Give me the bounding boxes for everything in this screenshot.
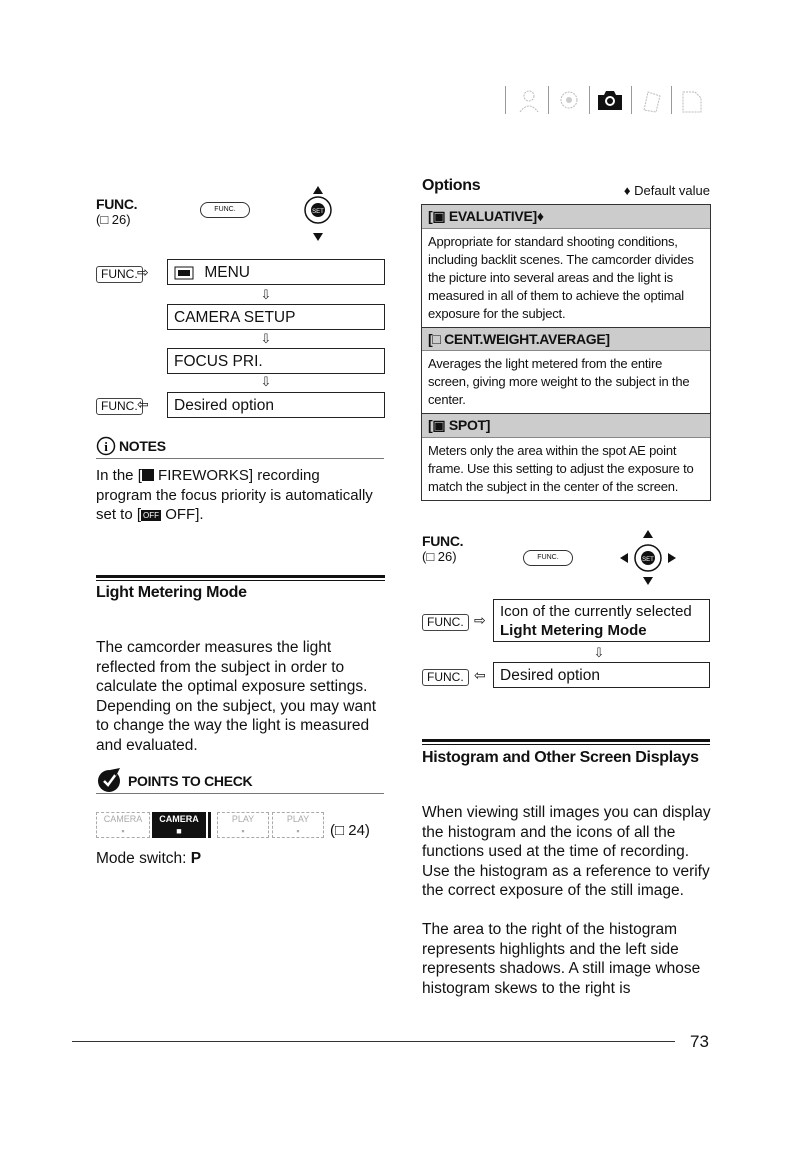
focus-pri-step: FOCUS PRI. xyxy=(167,348,385,374)
menu-icon xyxy=(174,266,194,280)
check-icon xyxy=(96,766,124,794)
option-desc: Appropriate for standard shooting conditions, including backlit scenes. The camcorder divides the picture into several areas and the light is measured in all of them to achieve the optimal exposure for the subject. xyxy=(428,234,694,321)
notes-rule xyxy=(96,458,384,459)
option-spot xyxy=(422,413,710,500)
func-button-graphic xyxy=(523,550,573,566)
desired-option-step: Desired option xyxy=(493,662,710,688)
func-key: FUNC. xyxy=(422,614,469,631)
playback-mode-icon xyxy=(638,86,666,114)
func-key: FUNC. xyxy=(422,669,469,686)
points-rule xyxy=(96,793,384,794)
left-arrow-icon: ⇦ xyxy=(474,667,486,683)
portrait-mode-icon xyxy=(515,86,543,114)
option-title: [▣ SPOT] xyxy=(422,414,710,438)
info-icon xyxy=(96,436,116,456)
down-arrow-icon: ⇩ xyxy=(260,331,272,346)
mode-camera-tape: CAMERA ▪ xyxy=(96,812,150,838)
points-page-ref: (□ 24) xyxy=(330,822,370,839)
option-center-weighted xyxy=(422,327,710,413)
down-arrow-icon: ⇩ xyxy=(260,287,272,302)
func-key: FUNC. xyxy=(96,266,143,283)
right-arrow-icon: ⇨ xyxy=(474,612,486,628)
options-table xyxy=(421,204,711,501)
notes-body: In the [ FIREWORKS] recording program the focus priority is automatically set to [ OFF OFF]. xyxy=(96,467,373,523)
icon-step: Icon of the currently selected Light Metering Mode xyxy=(493,599,710,642)
option-desc: Meters only the area within the spot AE point frame. Use this setting to adjust the exposure to match the subject in the center of the screen. xyxy=(428,443,694,494)
func-button-label: FUNC. xyxy=(537,554,559,561)
desired-option-step: Desired option xyxy=(167,392,385,418)
down-arrow-icon: ⇩ xyxy=(593,645,605,660)
options-heading: Options xyxy=(422,177,481,194)
histogram-para2: The area to the right of the histogram represents highlights and the left side represents shadows. A still image whose histogram skews to the right is xyxy=(422,921,701,997)
option-evaluative xyxy=(422,205,710,327)
histogram-para1: When viewing still images you can display the histogram and the icons of all the functions used at the time of recording. Use the histogram as a reference to verify the correct exposure of the still image. xyxy=(422,804,711,899)
func-page-ref: (□ 26) xyxy=(422,549,457,564)
svg-text:SET: SET xyxy=(312,209,324,215)
mode-indicator xyxy=(96,812,326,838)
mode-camera-card: CAMERA ■ xyxy=(152,812,206,838)
notes-heading: NOTES xyxy=(119,438,166,454)
svg-text:i: i xyxy=(104,439,108,454)
func-label: FUNC. xyxy=(422,533,464,549)
mode-play-tape: PLAY ▪ xyxy=(217,812,269,838)
mode-switch-line: Mode switch: P xyxy=(96,850,202,867)
camera-mode-icon xyxy=(595,86,625,114)
right-arrow-icon: ⇨ xyxy=(137,264,149,280)
mode-play-card: PLAY ▪ xyxy=(272,812,324,838)
func-page-ref: (□ 26) xyxy=(96,212,131,227)
joystick-icon xyxy=(298,186,338,242)
light-metering-body: The camcorder measures the light reflected from the subject in order to calculate the optimal exposure settings. Depending on the subject, you may want to change the way the light is measured and evaluated. xyxy=(96,639,377,754)
func-button-graphic xyxy=(200,202,250,218)
menu-step xyxy=(167,259,385,285)
histogram-heading: Histogram and Other Screen Displays xyxy=(422,749,699,766)
section-rule xyxy=(422,739,710,742)
option-desc: Averages the light metered from the entire screen, giving more weight to the subject in the center. xyxy=(428,356,690,407)
func-button-label: FUNC. xyxy=(214,206,236,213)
off-icon: OFF xyxy=(143,511,160,520)
default-value-note: ♦ Default value xyxy=(623,183,710,198)
fireworks-icon xyxy=(142,469,154,481)
option-title: [▣ EVALUATIVE]♦ xyxy=(422,205,710,229)
func-label: FUNC. xyxy=(96,196,138,212)
light-metering-heading: Light Metering Mode xyxy=(96,584,247,601)
svg-text:SET: SET xyxy=(642,557,654,563)
menu-step-label: MENU xyxy=(204,264,250,281)
night-mode-icon xyxy=(555,86,583,114)
section-rule xyxy=(422,744,710,745)
option-title: [□ CENT.WEIGHT.AVERAGE] xyxy=(422,328,710,351)
page-number: 73 xyxy=(690,1032,709,1051)
func-key: FUNC. xyxy=(96,398,143,415)
section-rule xyxy=(96,580,385,581)
down-arrow-icon: ⇩ xyxy=(260,374,272,389)
joystick-lr-icon xyxy=(620,530,676,586)
section-rule xyxy=(96,575,385,578)
header-icon-strip xyxy=(505,80,715,120)
left-arrow-icon: ⇦ xyxy=(137,396,149,412)
mode-switch-value: P xyxy=(190,850,202,867)
footer-rule xyxy=(72,1041,675,1042)
points-heading: POINTS TO CHECK xyxy=(128,773,253,789)
card-mode-icon xyxy=(677,86,705,114)
camera-setup-step: CAMERA SETUP xyxy=(167,304,385,330)
